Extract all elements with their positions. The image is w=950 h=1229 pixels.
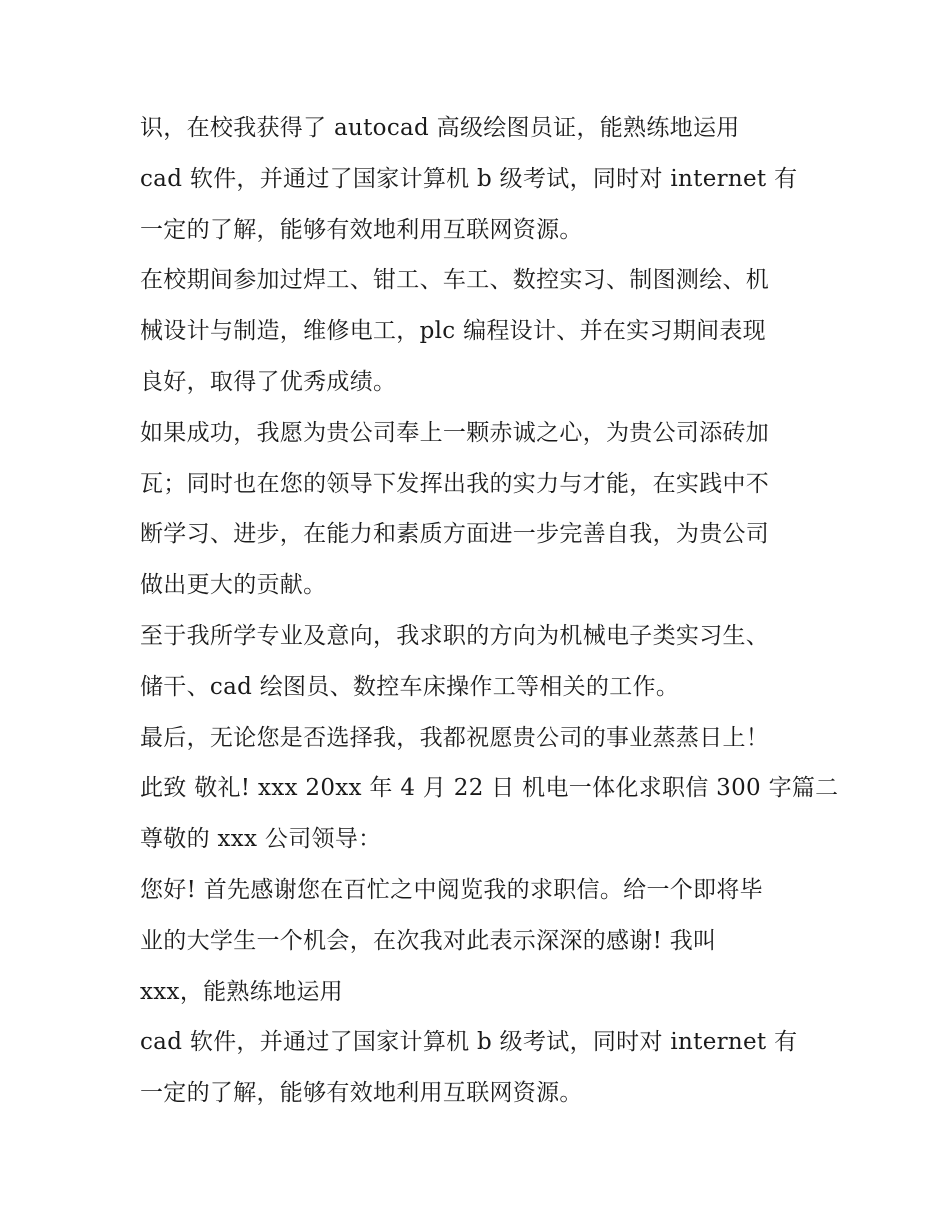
text-line: 断学习、进步，在能力和素质方面进一步完善自我，为贵公司 — [140, 521, 770, 548]
text-line: 做出更大的贡献。 — [140, 572, 327, 599]
text-line: 良好，取得了优秀成绩。 — [140, 368, 397, 395]
text-line: 尊敬的 xxx 公司领导： — [140, 826, 382, 853]
text-line: 在校期间参加过焊工、钳工、车工、数控实习、制图测绘、机 — [140, 267, 770, 294]
text-line: cad 软件，并通过了国家计算机 b 级考试，同时对 internet 有 — [140, 165, 798, 192]
text-line: 一定的了解，能够有效地利用互联网资源。 — [140, 1080, 583, 1107]
text-line: 如果成功，我愿为贵公司奉上一颗赤诚之心，为贵公司添砖加 — [140, 419, 770, 446]
text-line: 瓦；同时也在您的领导下发挥出我的实力与才能，在实践中不 — [140, 470, 770, 497]
document-body — [140, 103, 839, 1119]
text-line: 储干、cad 绘图员、数控车床操作工等相关的工作。 — [140, 673, 680, 700]
text-line: 业的大学生一个机会，在次我对此表示深深的感谢! 我叫 — [140, 927, 717, 954]
text-line: 械设计与制造，维修电工，plc 编程设计、并在实习期间表现 — [140, 318, 766, 345]
text-line: xxx，能熟练地运用 — [140, 978, 343, 1005]
text-line: 您好! 首先感谢您在百忙之中阅览我的求职信。给一个即将毕 — [140, 876, 763, 903]
text-line: 一定的了解，能够有效地利用互联网资源。 — [140, 216, 583, 243]
text-line: 最后，无论您是否选择我，我都祝愿贵公司的事业蒸蒸日上！ — [140, 724, 770, 751]
text-line: 至于我所学专业及意向，我求职的方向为机械电子类实习生、 — [140, 622, 770, 649]
text-line: cad 软件，并通过了国家计算机 b 级考试，同时对 internet 有 — [140, 1029, 798, 1056]
text-line: 识，在校我获得了 autocad 高级绘图员证，能熟练地运用 — [140, 115, 740, 141]
text-line: 此致 敬礼! xxx 20xx 年 4 月 22 日 机电一体化求职信 300 字篇二 — [140, 775, 839, 802]
